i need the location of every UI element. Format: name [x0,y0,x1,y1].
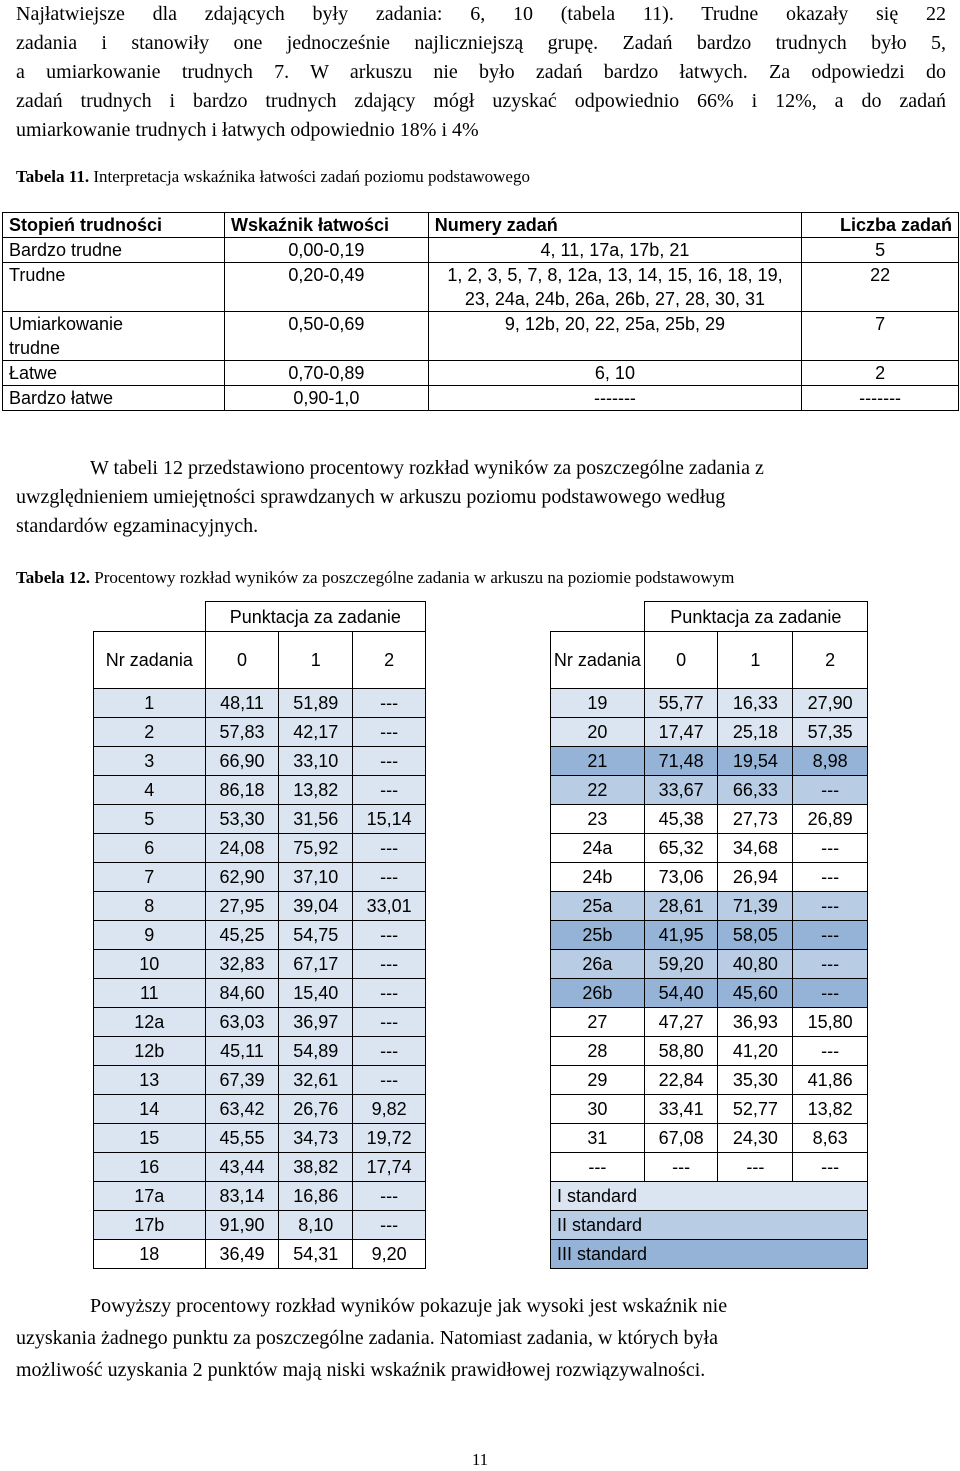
task-number: 17b [94,1211,206,1240]
difficulty-level: Trudne [3,263,225,312]
score-0-percent: 91,90 [205,1211,279,1240]
score-1-percent: 16,33 [718,689,793,718]
task-number: 20 [551,718,645,747]
score-1-percent: 54,31 [279,1240,353,1269]
score-0-percent: 83,14 [205,1182,279,1211]
score-0-percent: 22,84 [644,1066,718,1095]
group-header-row [551,602,868,632]
score-0-percent: 36,49 [205,1240,279,1269]
score-0-percent: 73,06 [644,863,718,892]
middle-paragraph [16,454,946,541]
score-2-percent: 41,86 [793,1066,868,1095]
group-header: Punktacja za zadanie [644,602,867,632]
score-0-percent: 45,38 [644,805,718,834]
score-2-percent: 13,82 [793,1095,868,1124]
score-0-percent: 48,11 [205,689,279,718]
score-1-percent: 19,54 [718,747,793,776]
task-number: --- [551,1153,645,1182]
task-number: 29 [551,1066,645,1095]
score-0-percent: 57,83 [205,718,279,747]
score-0-percent: 45,25 [205,921,279,950]
task-number: 25a [551,892,645,921]
intro-paragraph [16,0,946,145]
task-number: 24a [551,834,645,863]
table-row [3,386,959,411]
task-number: 22 [551,776,645,805]
score-1-percent: 26,94 [718,863,793,892]
score-1-percent: 37,10 [279,863,353,892]
group-header: Punktacja za zadanie [205,602,425,632]
task-number: 28 [551,1037,645,1066]
table-row [551,1066,868,1095]
table11-caption [16,167,530,187]
score-2-percent: 8,98 [793,747,868,776]
task-numbers: 9, 12b, 20, 22, 25a, 25b, 29 [428,312,801,361]
score-0-percent: 63,03 [205,1008,279,1037]
task-numbers: 6, 10 [428,361,801,386]
score-table-right-body [551,689,868,1269]
task-number: 8 [94,892,206,921]
legend-row [551,1240,868,1269]
task-number: 14 [94,1095,206,1124]
score-2-percent: --- [353,776,426,805]
score-1-percent: 36,93 [718,1008,793,1037]
table-row [3,312,959,361]
score-0-percent: 66,90 [205,747,279,776]
intro-line: a umiarkowanie trudnych 7. W arkuszu nie było zadań bardzo łatwych. Za odpowiedzi do [16,61,946,83]
score-0-percent: 65,32 [644,834,718,863]
table-row [94,921,426,950]
difficulty-level: Umiarkowanie trudne [3,312,225,361]
score-2-percent: --- [353,1037,426,1066]
table11-caption-text: Interpretacja wskaźnika łatwości zadań poziomu podstawowego [93,167,530,186]
score-0-percent: 58,80 [644,1037,718,1066]
task-number: 6 [94,834,206,863]
task-count: 2 [802,361,959,386]
task-number: 5 [94,805,206,834]
table-row [94,1037,426,1066]
difficulty-table [2,212,959,411]
difficulty-level: Bardzo łatwe [3,386,225,411]
score-1-percent: 71,39 [718,892,793,921]
score-0-percent: 45,11 [205,1037,279,1066]
score-1-percent: 16,86 [279,1182,353,1211]
outro-line: Powyższy procentowy rozkład wyników pokazuje jak wysoki jest wskaźnik nie [90,1295,728,1317]
score-1-percent: 31,56 [279,805,353,834]
legend-standard-2: II standard [551,1211,868,1240]
task-number: 26a [551,950,645,979]
score-2-percent: 33,01 [353,892,426,921]
score-2-percent: 17,74 [353,1153,426,1182]
score-1-percent: 24,30 [718,1124,793,1153]
table-header-row [3,213,959,238]
table12-caption-text: Procentowy rozkład wyników za poszczególne zadania w arkuszu na poziomie podstawowym [94,568,735,587]
score-1-percent: 41,20 [718,1037,793,1066]
table-row [551,1124,868,1153]
table-row [94,1153,426,1182]
ease-index: 0,50-0,69 [224,312,428,361]
task-number: 30 [551,1095,645,1124]
score-2-percent: --- [793,921,868,950]
table-row [94,1240,426,1269]
table-row [551,1153,868,1182]
score-2-percent: --- [793,863,868,892]
table-row [94,1066,426,1095]
table12-caption [16,568,734,588]
score-1-percent: 75,92 [279,834,353,863]
ease-index: 0,00-0,19 [224,238,428,263]
outro-line: uzyskania żadnego punktu za poszczególne zadania. Natomiast zadania, w których była [16,1327,718,1349]
score-0-percent: 67,39 [205,1066,279,1095]
table-row [551,805,868,834]
score-1-percent: 13,82 [279,776,353,805]
score-1-percent: 27,73 [718,805,793,834]
score-2-percent: --- [353,747,426,776]
task-number: 12b [94,1037,206,1066]
table-row [94,1095,426,1124]
score-2-percent: --- [353,689,426,718]
score-2-percent: --- [353,718,426,747]
score-2-percent: --- [353,979,426,1008]
table-row [94,834,426,863]
group-header-row [94,602,426,632]
score-0-percent: 27,95 [205,892,279,921]
score-0-percent: 45,55 [205,1124,279,1153]
score-0-percent: --- [644,1153,718,1182]
page-number: 11 [471,1450,489,1469]
score-0-percent: 32,83 [205,950,279,979]
score-2-percent: --- [353,834,426,863]
score-2-percent: 57,35 [793,718,868,747]
table-row [551,718,868,747]
task-number: 31 [551,1124,645,1153]
score-2-percent: --- [793,1037,868,1066]
table12-caption-label: Tabela 12. [16,568,91,587]
task-number: 13 [94,1066,206,1095]
table-row [3,361,959,386]
task-numbers: 4, 11, 17a, 17b, 21 [428,238,801,263]
score-2-percent: --- [353,1211,426,1240]
task-number: 1 [94,689,206,718]
legend-standard-3: III standard [551,1240,868,1269]
table-row [551,1037,868,1066]
col-header-count: Liczba zadań [802,213,959,238]
score-0-percent: 43,44 [205,1153,279,1182]
score-1-percent: 34,73 [279,1124,353,1153]
intro-line: umiarkowanie trudnych i łatwych odpowiednio 18% i 4% [16,119,479,141]
intro-line: Najłatwiejsze dla zdających były zadania: 6, 10 (tabela 11). Trudne okazały się 22 [16,3,946,25]
task-number: 2 [94,718,206,747]
ease-index: 0,20-0,49 [224,263,428,312]
score-2-percent: --- [793,892,868,921]
ease-index: 0,90-1,0 [224,386,428,411]
table-row [3,263,959,312]
task-number: 17a [94,1182,206,1211]
task-number: 18 [94,1240,206,1269]
table11-caption-label: Tabela 11. [16,167,90,186]
score-2-percent: 27,90 [793,689,868,718]
score-2-percent: 19,72 [353,1124,426,1153]
task-number: 9 [94,921,206,950]
score-0-percent: 33,41 [644,1095,718,1124]
table-row [94,805,426,834]
legend-standard-1: I standard [551,1182,868,1211]
score-0-percent: 33,67 [644,776,718,805]
nr-header: Nr zadania [94,632,206,689]
intro-line: zadania i stanowiły one jednocześnie najliczniejszą grupę. Zadań bardzo trudnych było 5, [16,32,946,54]
table-row [551,950,868,979]
score-0-percent: 62,90 [205,863,279,892]
task-count: 22 [802,263,959,312]
score-0-percent: 28,61 [644,892,718,921]
score-header-1: 1 [718,632,793,689]
score-2-percent: --- [353,1066,426,1095]
score-0-percent: 71,48 [644,747,718,776]
score-1-percent: 67,17 [279,950,353,979]
table-row [551,1008,868,1037]
task-number: 27 [551,1008,645,1037]
score-header-0: 0 [205,632,279,689]
score-2-percent: 26,89 [793,805,868,834]
score-1-percent: 51,89 [279,689,353,718]
score-1-percent: --- [718,1153,793,1182]
task-numbers: ------- [428,386,801,411]
legend-row [551,1211,868,1240]
table-row [3,238,959,263]
task-number: 23 [551,805,645,834]
task-number: 15 [94,1124,206,1153]
score-2-percent: --- [793,834,868,863]
table-row [94,892,426,921]
task-number: 4 [94,776,206,805]
score-0-percent: 55,77 [644,689,718,718]
task-number: 10 [94,950,206,979]
legend-row [551,1182,868,1211]
table-row [94,689,426,718]
task-number: 25b [551,921,645,950]
task-numbers: 1, 2, 3, 5, 7, 8, 12a, 13, 14, 15, 16, 18, 19, 23, 24a, 24b, 26a, 26b, 27, 28, 30, 31 [428,263,801,312]
score-1-percent: 32,61 [279,1066,353,1095]
score-0-percent: 41,95 [644,921,718,950]
table-row [94,1008,426,1037]
score-0-percent: 67,08 [644,1124,718,1153]
score-0-percent: 59,20 [644,950,718,979]
col-header-index: Wskaźnik łatwości [224,213,428,238]
score-1-percent: 40,80 [718,950,793,979]
middle-line: standardów egzaminacyjnych. [16,515,259,537]
outro-line: możliwość uzyskania 2 punktów mają niski wskaźnik prawidłowej rozwiązywalności. [16,1359,706,1381]
score-0-percent: 17,47 [644,718,718,747]
task-count: 5 [802,238,959,263]
table-row [94,979,426,1008]
table-row [551,863,868,892]
difficulty-level: Łatwe [3,361,225,386]
table-row [551,892,868,921]
score-2-percent: 15,14 [353,805,426,834]
score-1-percent: 54,89 [279,1037,353,1066]
task-number: 12a [94,1008,206,1037]
score-2-percent: --- [793,776,868,805]
score-header-row [551,632,868,689]
score-2-percent: --- [793,979,868,1008]
table-row [551,776,868,805]
table-row [94,1182,426,1211]
score-2-percent: --- [353,950,426,979]
score-0-percent: 63,42 [205,1095,279,1124]
score-2-percent: 8,63 [793,1124,868,1153]
table-row [94,718,426,747]
table-row [94,776,426,805]
task-count: 7 [802,312,959,361]
table-row [94,747,426,776]
score-1-percent: 52,77 [718,1095,793,1124]
score-1-percent: 33,10 [279,747,353,776]
score-2-percent: --- [793,1153,868,1182]
score-2-percent: --- [353,1182,426,1211]
score-1-percent: 34,68 [718,834,793,863]
score-2-percent: --- [353,921,426,950]
table-row [94,950,426,979]
task-number: 16 [94,1153,206,1182]
ease-index: 0,70-0,89 [224,361,428,386]
score-2-percent: --- [353,863,426,892]
score-header-1: 1 [279,632,353,689]
score-2-percent: --- [353,1008,426,1037]
score-1-percent: 26,76 [279,1095,353,1124]
score-1-percent: 38,82 [279,1153,353,1182]
score-1-percent: 15,40 [279,979,353,1008]
score-header-2: 2 [793,632,868,689]
table-row [551,921,868,950]
score-2-percent: 9,82 [353,1095,426,1124]
intro-line: zadań trudnych i bardzo trudnych zdający mógł uzyskać odpowiednio 66% i 12%, a do zadań [16,90,946,112]
score-0-percent: 53,30 [205,805,279,834]
table-row [94,863,426,892]
score-2-percent: --- [793,950,868,979]
score-table-left [93,601,426,1269]
table-row [551,1095,868,1124]
score-2-percent: 15,80 [793,1008,868,1037]
score-1-percent: 54,75 [279,921,353,950]
score-table-left-body [94,689,426,1269]
score-1-percent: 45,60 [718,979,793,1008]
task-number: 7 [94,863,206,892]
task-number: 11 [94,979,206,1008]
col-header-level: Stopień trudności [3,213,225,238]
score-header-0: 0 [644,632,718,689]
score-1-percent: 36,97 [279,1008,353,1037]
score-1-percent: 39,04 [279,892,353,921]
score-0-percent: 86,18 [205,776,279,805]
score-1-percent: 66,33 [718,776,793,805]
middle-line: W tabeli 12 przedstawiono procentowy rozkład wyników za poszczególne zadania z [90,457,764,479]
table-row [551,747,868,776]
task-number: 26b [551,979,645,1008]
score-0-percent: 84,60 [205,979,279,1008]
score-0-percent: 54,40 [644,979,718,1008]
task-number: 3 [94,747,206,776]
score-1-percent: 58,05 [718,921,793,950]
score-1-percent: 35,30 [718,1066,793,1095]
score-header-row [94,632,426,689]
difficulty-level: Bardzo trudne [3,238,225,263]
table-row [551,979,868,1008]
score-1-percent: 25,18 [718,718,793,747]
score-1-percent: 42,17 [279,718,353,747]
score-2-percent: 9,20 [353,1240,426,1269]
outro-paragraph [16,1290,946,1386]
score-header-2: 2 [353,632,426,689]
middle-line: uwzględnieniem umiejętności sprawdzanych w arkuszu poziomu podstawowego według [16,486,726,508]
score-1-percent: 8,10 [279,1211,353,1240]
score-0-percent: 47,27 [644,1008,718,1037]
nr-header: Nr zadania [551,632,645,689]
table-row [94,1211,426,1240]
table-row [551,834,868,863]
score-0-percent: 24,08 [205,834,279,863]
score-table-right [550,601,868,1269]
task-number: 21 [551,747,645,776]
table-row [94,1124,426,1153]
task-count: ------- [802,386,959,411]
table-row [551,689,868,718]
task-number: 19 [551,689,645,718]
col-header-tasks: Numery zadań [428,213,801,238]
task-number: 24b [551,863,645,892]
